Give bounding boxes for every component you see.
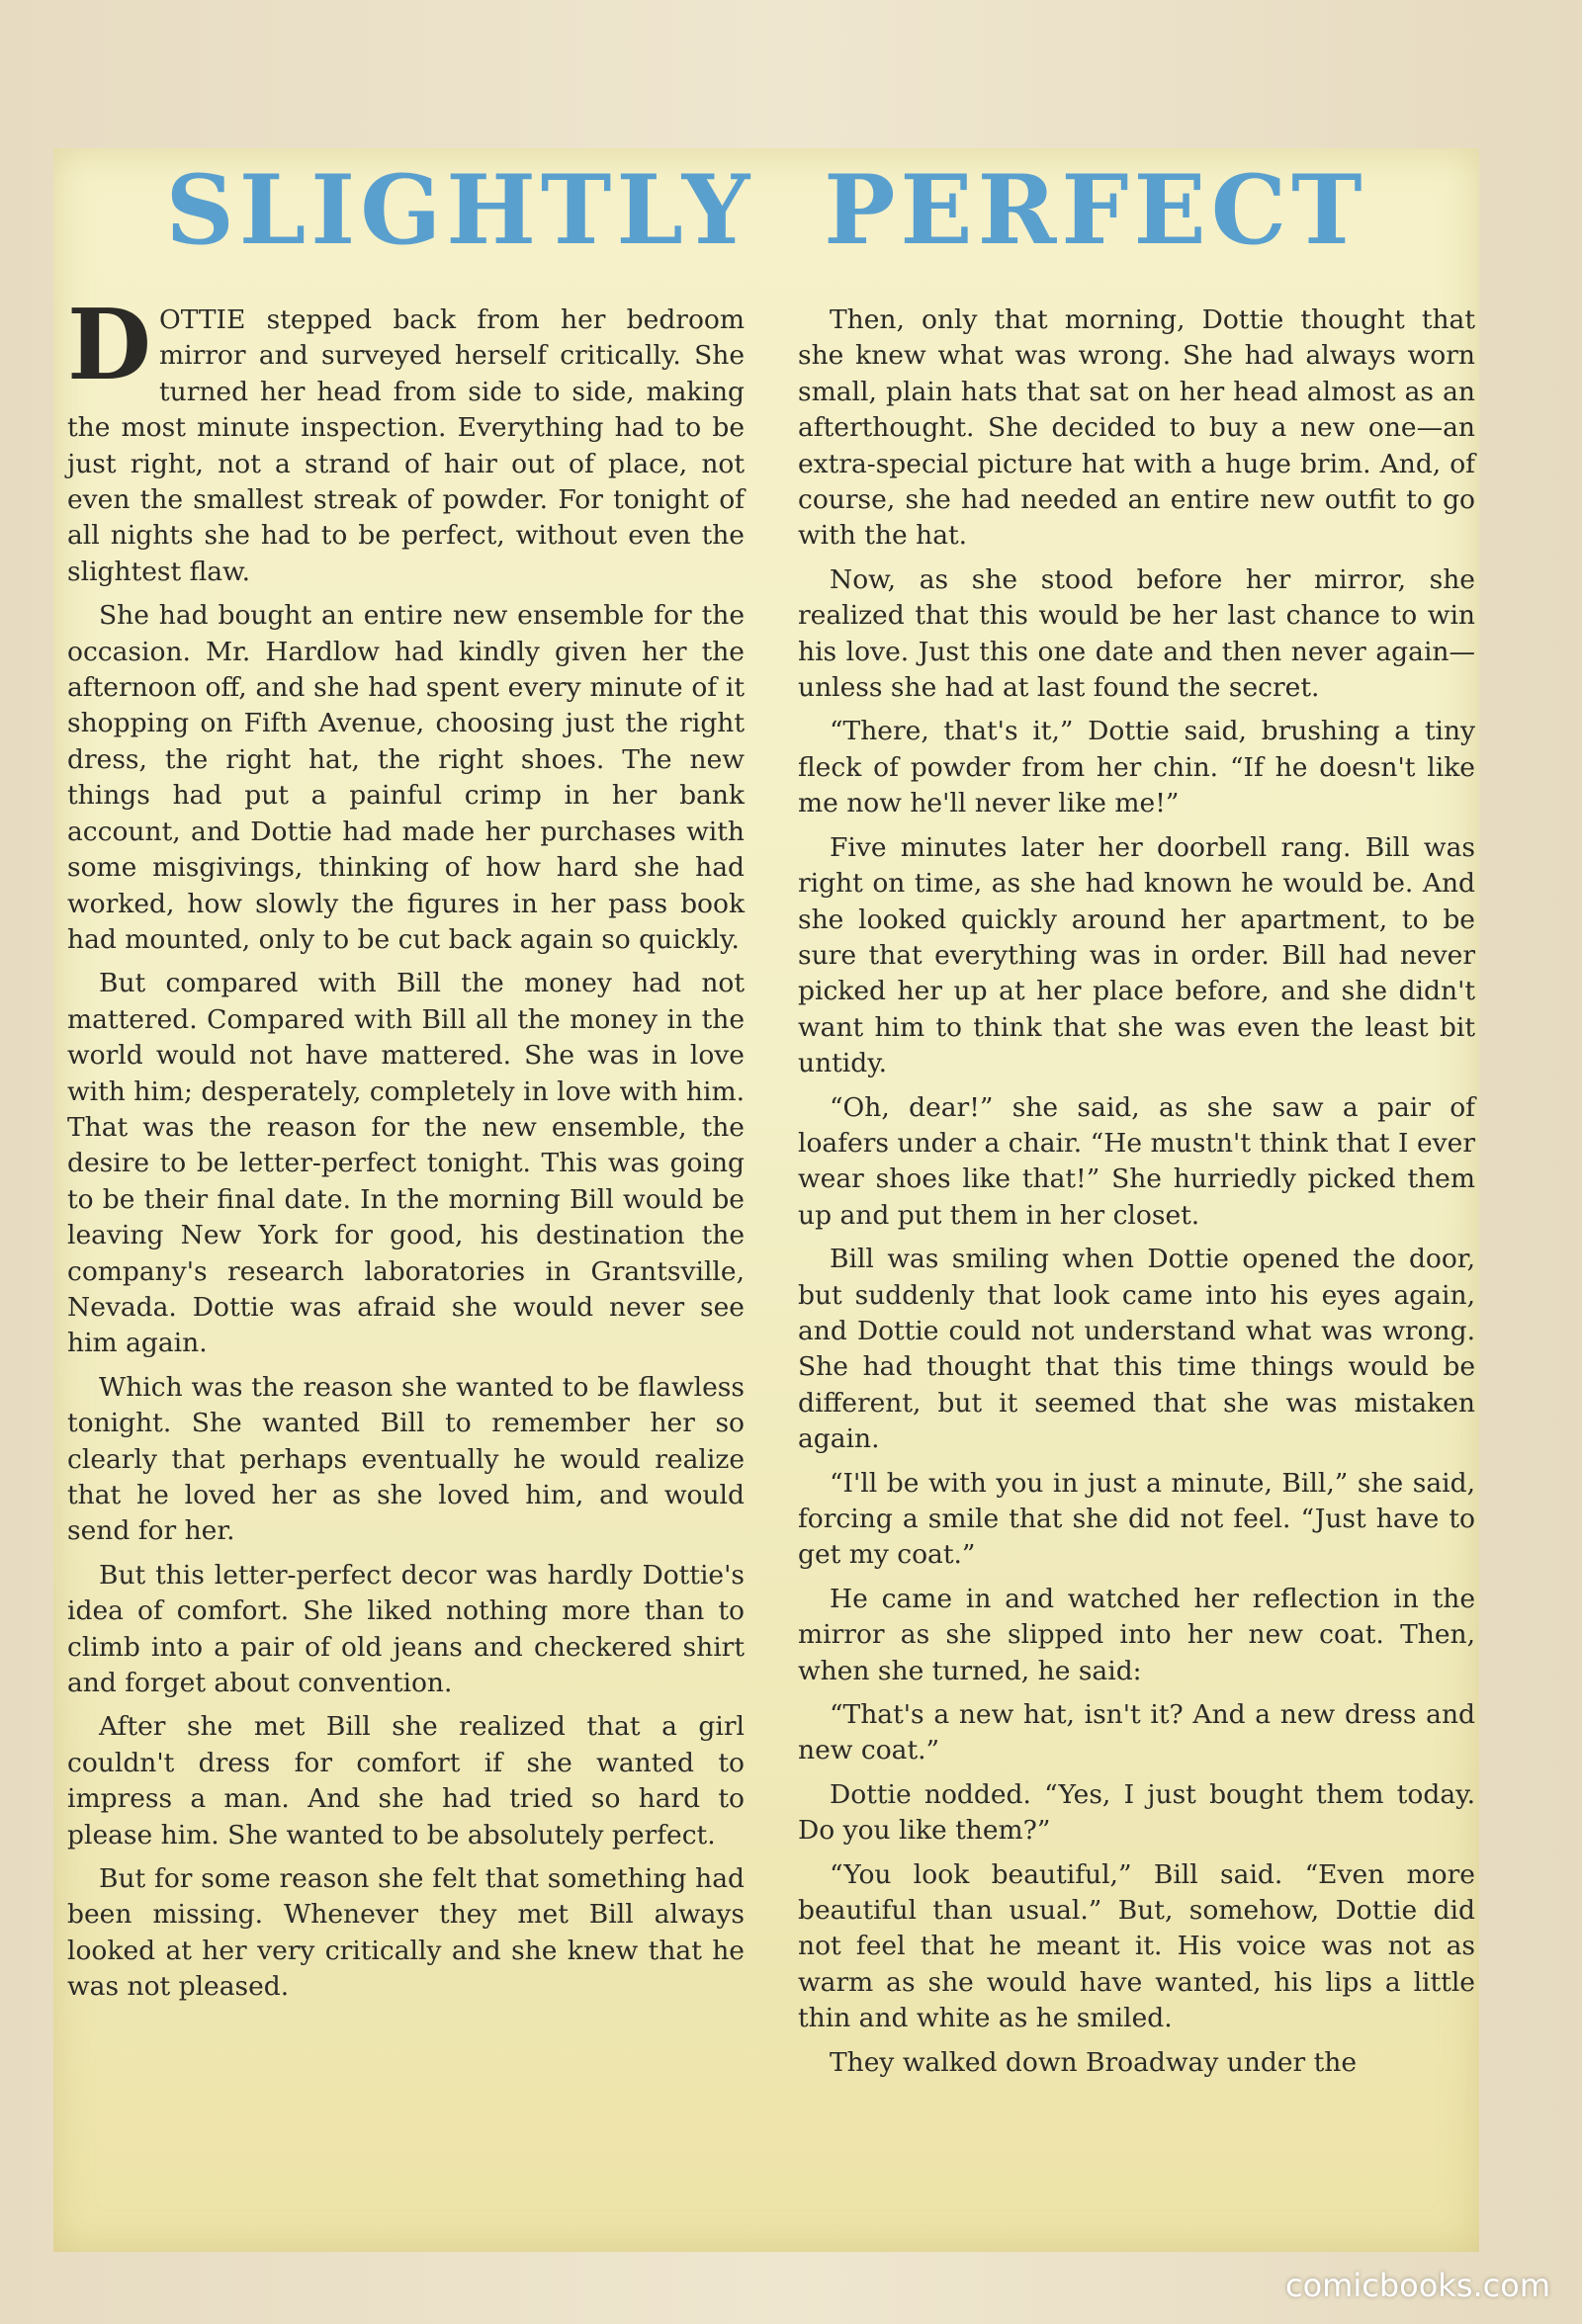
paragraph: But this letter-perfect decor was hardly Dottie's idea of comfort. She liked nothing more than to climb into a pair of old jeans and checkered shirt and forget about convention.	[67, 1559, 745, 1699]
paragraph: Now, as she stood before her mirror, she realized that this would be her last chance to win his love. Just this one date and then never again—unless she had at last found the secret.	[798, 563, 1475, 704]
paragraph: “You look beautiful,” Bill said. “Even more beautiful than usual.” But, somehow, Dottie did not feel that he meant it. His voice was not as warm as she would have wanted, his lips a little thin and white as he smiled.	[798, 1858, 1475, 2034]
paragraph: But compared with Bill the money had not mattered. Compared with Bill all the money in the world would not have mattered. She was in love with him; desperately, completely in love with him. That was the reason for the new ensemble, the desire to be letter-perfect tonight. This was going to be their final date. In the morning Bill would be leaving New York for good, his destination the company's research laboratories in Grantsville, Nevada. Dottie was afraid she would never see him again.	[67, 968, 745, 1359]
paragraph: Then, only that morning, Dottie thought that she knew what was wrong. She had always worn small, plain hats that sat on her head almost as an afterthought. She decided to buy a new one—an extra-special picture hat with a huge brim. And, of course, she had needed an entire new outfit to go with the hat.	[798, 304, 1475, 552]
paragraph: DOTTIE stepped back from her bedroom mirror and surveyed herself critically. She turned her head from side to side, making the most minute inspection. Everything had to be just right, not a strand of hair out of place, not even the smallest streak of powder. For tonight of all nights she had to be perfect, without even the slightest flaw.	[67, 289, 745, 587]
right-column	[798, 302, 1475, 2240]
paragraph: She had bought an entire new ensemble for the occasion. Mr. Hardlow had kindly given her the afternoon off, and she had spent every minute of it shopping on Fifth Avenue, choosing just the right dress, the right hat, the right shoes. The new things had put a painful crimp in her bank account, and Dottie had made her purchases with some misgivings, thinking of how hard she had worked, how slowly the figures in her pass book had mounted, only to be cut back again so quickly.	[67, 600, 745, 955]
paragraph: Bill was smiling when Dottie opened the door, but suddenly that look came into his eyes again, and Dottie could not understand what was wrong. She had thought that this time things would be different, but it seemed that she was mistaken again.	[798, 1244, 1475, 1455]
paragraph: Which was the reason she wanted to be flawless tonight. She wanted Bill to remember her so clearly that perhaps eventually he would realize that he loved her as she loved him, and would send for her.	[67, 1371, 745, 1547]
paragraph: “Oh, dear!” she said, as she saw a pair of loafers under a chair. “He mustn't think that I ever wear shoes like that!” She hurriedly picked them up and put them in her closet.	[798, 1091, 1475, 1231]
left-column	[67, 289, 745, 2240]
paragraph: Dottie nodded. “Yes, I just bought them today. Do you like them?”	[798, 1778, 1475, 1847]
text-columns	[67, 289, 1475, 2240]
paragraph: But for some reason she felt that something had been missing. Whenever they met Bill always looked at her very critically and she knew that he was not pleased.	[67, 1863, 745, 2003]
paragraph: They walked down Broadway under the	[830, 2046, 1358, 2078]
paragraph: “There, that's it,” Dottie said, brushing a tiny fleck of powder from her chin. “If he doesn't like me now he'll never like me!”	[798, 716, 1475, 819]
title-word-2: PERFECT	[824, 154, 1367, 266]
paragraph: After she met Bill she realized that a girl couldn't dress for comfort if she wanted to impress a man. And she had tried so hard to please him. She wanted to be absolutely perfect.	[67, 1711, 745, 1851]
watermark: comicbooks.com	[1284, 2267, 1550, 2304]
paragraph: “That's a new hat, isn't it? And a new dress and new coat.”	[798, 1699, 1475, 1766]
paragraph: Five minutes later her doorbell rang. Bill was right on time, as she had known he would be. And she looked quickly around her apartment, to be sure that everything was in order. Bill had never picked her up at her place before, and she didn't want him to think that she was even the least bit untidy.	[798, 831, 1475, 1079]
story-panel	[53, 148, 1479, 2252]
paragraph: He came in and watched her reflection in the mirror as she slipped into her new coat. Then, when she turned, he said:	[798, 1583, 1475, 1686]
drop-cap: D	[67, 289, 151, 402]
title-word-1: SLIGHTLY	[165, 154, 755, 266]
paragraph: “I'll be with you in just a minute, Bill,” she said, forcing a smile that she did not feel. “Just have to get my coat.”	[798, 1467, 1475, 1571]
story-title	[53, 154, 1479, 266]
